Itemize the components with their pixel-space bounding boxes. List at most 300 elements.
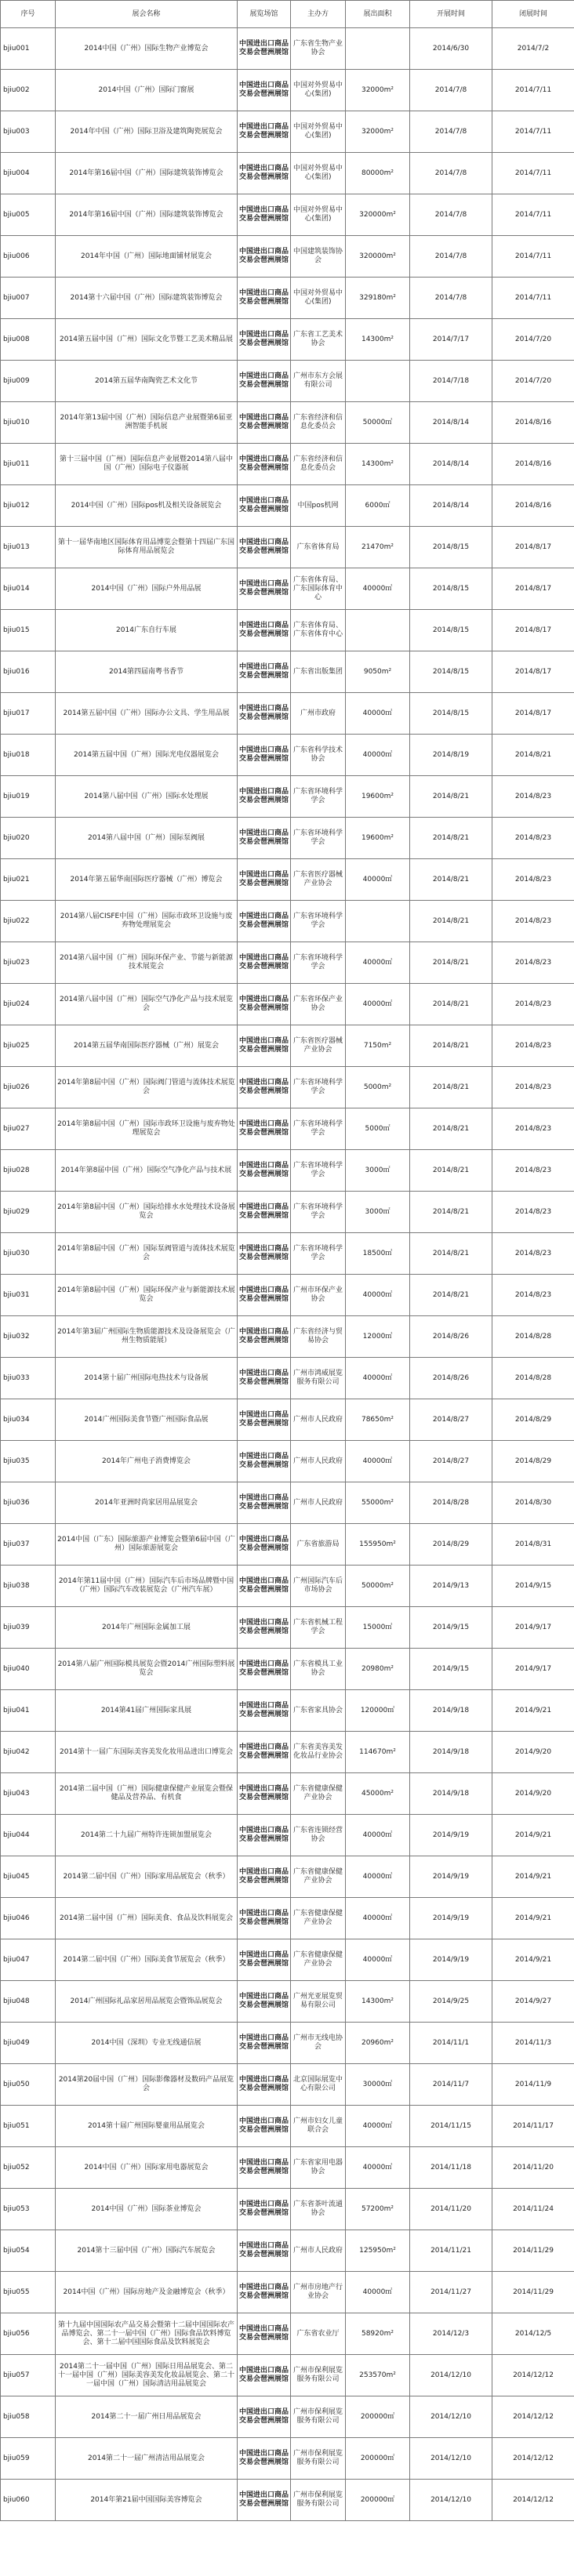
cell-name: 第十三届中国（广州）国际信息产业展暨2014第八届中国（广州）国际电子仪器展 bbox=[56, 444, 238, 485]
cell-start: 2014/9/19 bbox=[410, 1898, 492, 1939]
cell-id: bjiu051 bbox=[1, 2106, 56, 2147]
cell-venue: 中国进出口商品交易会琶洲展馆 bbox=[238, 901, 291, 942]
cell-venue: 中国进出口商品交易会琶洲展馆 bbox=[238, 1981, 291, 2023]
cell-organizer: 中国建筑装饰协会 bbox=[291, 236, 346, 278]
cell-venue: 中国进出口商品交易会琶洲展馆 bbox=[238, 2438, 291, 2480]
cell-id: bjiu011 bbox=[1, 444, 56, 485]
cell-end: 2014/8/17 bbox=[492, 693, 574, 735]
cell-end: 2014/8/23 bbox=[492, 1025, 574, 1067]
cell-area: 80000m² bbox=[346, 153, 410, 194]
cell-id: bjiu035 bbox=[1, 1441, 56, 1482]
cell-organizer: 广州市人民政府 bbox=[291, 1482, 346, 1524]
cell-venue: 中国进出口商品交易会琶洲展馆 bbox=[238, 1856, 291, 1898]
table-row bbox=[1, 942, 574, 984]
cell-id: bjiu022 bbox=[1, 901, 56, 942]
cell-start: 2014/9/18 bbox=[410, 1732, 492, 1773]
cell-name: 2014第十一届广东国际美容美发化妆用品进出口博览会 bbox=[56, 1732, 238, 1773]
cell-area: 18500㎡ bbox=[346, 1233, 410, 1275]
cell-id: bjiu007 bbox=[1, 278, 56, 319]
cell-area: 5000㎡ bbox=[346, 1108, 410, 1150]
cell-venue: 中国进出口商品交易会琶洲展馆 bbox=[238, 984, 291, 1025]
cell-name: 2014中国（广州）国际茶业博览会 bbox=[56, 2189, 238, 2230]
table-row bbox=[1, 1108, 574, 1150]
table-row bbox=[1, 1939, 574, 1981]
table-row bbox=[1, 1275, 574, 1316]
cell-end: 2014/9/21 bbox=[492, 1856, 574, 1898]
cell-venue: 中国进出口商品交易会琶洲展馆 bbox=[238, 1025, 291, 1067]
cell-name: 2014第四届南粤书香节 bbox=[56, 651, 238, 693]
cell-venue: 中国进出口商品交易会琶洲展馆 bbox=[238, 28, 291, 70]
table-row bbox=[1, 1566, 574, 1607]
cell-start: 2014/9/25 bbox=[410, 1981, 492, 2023]
cell-start: 2014/9/18 bbox=[410, 1773, 492, 1815]
header-venue: 展览场馆 bbox=[238, 1, 291, 28]
cell-end: 2014/8/29 bbox=[492, 1399, 574, 1441]
cell-area: 40000㎡ bbox=[346, 859, 410, 901]
cell-area: 45000m² bbox=[346, 1773, 410, 1815]
cell-organizer: 广东省体育局、广东省体育中心 bbox=[291, 610, 346, 651]
cell-start: 2014/11/18 bbox=[410, 2147, 492, 2189]
cell-end: 2014/8/29 bbox=[492, 1441, 574, 1482]
cell-start: 2014/8/21 bbox=[410, 901, 492, 942]
cell-venue: 中国进出口商品交易会琶洲展馆 bbox=[238, 942, 291, 984]
header-area: 展出面积 bbox=[346, 1, 410, 28]
cell-id: bjiu049 bbox=[1, 2023, 56, 2064]
table-row bbox=[1, 901, 574, 942]
cell-id: bjiu038 bbox=[1, 1566, 56, 1607]
cell-start: 2014/12/10 bbox=[410, 2480, 492, 2521]
cell-venue: 中国进出口商品交易会琶洲展馆 bbox=[238, 153, 291, 194]
cell-start: 2014/12/10 bbox=[410, 2396, 492, 2438]
cell-area: 40000㎡ bbox=[346, 942, 410, 984]
cell-end: 2014/8/28 bbox=[492, 1358, 574, 1399]
cell-id: bjiu014 bbox=[1, 568, 56, 610]
cell-area: 40000㎡ bbox=[346, 693, 410, 735]
cell-start: 2014/9/15 bbox=[410, 1649, 492, 1690]
cell-organizer: 广州市鸿威展览服务有限公司 bbox=[291, 1358, 346, 1399]
cell-id: bjiu046 bbox=[1, 1898, 56, 1939]
cell-area: 40000㎡ bbox=[346, 2147, 410, 2189]
cell-name: 2014中国（广州）国际门窗展 bbox=[56, 70, 238, 111]
cell-name: 2014第五届华南国际医疗器械（广州）展览会 bbox=[56, 1025, 238, 1067]
cell-area: 32000m² bbox=[346, 111, 410, 153]
cell-end: 2014/11/17 bbox=[492, 2106, 574, 2147]
table-row bbox=[1, 2106, 574, 2147]
cell-start: 2014/11/15 bbox=[410, 2106, 492, 2147]
cell-name: 2014年第16届中国（广州）国际建筑装饰博览会 bbox=[56, 194, 238, 236]
cell-id: bjiu034 bbox=[1, 1399, 56, 1441]
cell-name: 2014第五届中国（广州）国际光电仪器展览会 bbox=[56, 735, 238, 776]
cell-area: 200000㎡ bbox=[346, 2480, 410, 2521]
cell-name: 2014第十三届中国（广州）国际汽车展览会 bbox=[56, 2230, 238, 2272]
cell-end: 2014/12/12 bbox=[492, 2355, 574, 2396]
cell-area: 19600m² bbox=[346, 776, 410, 818]
cell-area: 125950m² bbox=[346, 2230, 410, 2272]
cell-name: 2014第五届中国（广州）国际文化节暨工艺美术精品展 bbox=[56, 319, 238, 361]
table-row bbox=[1, 1856, 574, 1898]
cell-organizer: 广东省家用电器协会 bbox=[291, 2147, 346, 2189]
cell-start: 2014/8/21 bbox=[410, 1025, 492, 1067]
cell-start: 2014/11/21 bbox=[410, 2230, 492, 2272]
cell-venue: 中国进出口商品交易会琶洲展馆 bbox=[238, 1275, 291, 1316]
cell-venue: 中国进出口商品交易会琶洲展馆 bbox=[238, 1233, 291, 1275]
cell-venue: 中国进出口商品交易会琶洲展馆 bbox=[238, 2106, 291, 2147]
cell-venue: 中国进出口商品交易会琶洲展馆 bbox=[238, 1649, 291, 1690]
header-name: 展会名称 bbox=[56, 1, 238, 28]
cell-id: bjiu015 bbox=[1, 610, 56, 651]
cell-area: 40000㎡ bbox=[346, 1358, 410, 1399]
cell-start: 2014/7/8 bbox=[410, 111, 492, 153]
table-row bbox=[1, 278, 574, 319]
cell-id: bjiu047 bbox=[1, 1939, 56, 1981]
cell-organizer: 广东省环境科学学会 bbox=[291, 901, 346, 942]
cell-start: 2014/9/18 bbox=[410, 1690, 492, 1732]
cell-venue: 中国进出口商品交易会琶洲展馆 bbox=[238, 735, 291, 776]
cell-area: 14300m² bbox=[346, 319, 410, 361]
cell-name: 2014第八届广州国际模具展览会暨2014广州国际塑料展览会 bbox=[56, 1649, 238, 1690]
cell-start: 2014/7/8 bbox=[410, 70, 492, 111]
cell-name: 2014年第11届中国（广州）国际汽车后市场品牌暨中国（广州）国际汽车改装展览会（广州汽车展） bbox=[56, 1566, 238, 1607]
cell-id: bjiu023 bbox=[1, 942, 56, 984]
cell-name: 2014中国（广州）国际家用电器展览会 bbox=[56, 2147, 238, 2189]
cell-id: bjiu039 bbox=[1, 1607, 56, 1649]
cell-name: 2014中国（广州）国际户外用品展 bbox=[56, 568, 238, 610]
cell-start: 2014/8/21 bbox=[410, 818, 492, 859]
cell-organizer: 中国对外贸易中心(集团) bbox=[291, 153, 346, 194]
cell-venue: 中国进出口商品交易会琶洲展馆 bbox=[238, 693, 291, 735]
cell-id: bjiu020 bbox=[1, 818, 56, 859]
cell-area: 9050m² bbox=[346, 651, 410, 693]
cell-end: 2014/8/23 bbox=[492, 942, 574, 984]
cell-start: 2014/7/8 bbox=[410, 236, 492, 278]
cell-end: 2014/8/30 bbox=[492, 1482, 574, 1524]
cell-end: 2014/8/16 bbox=[492, 402, 574, 444]
cell-area bbox=[346, 610, 410, 651]
table-row bbox=[1, 1025, 574, 1067]
header-id: 序号 bbox=[1, 1, 56, 28]
cell-organizer: 广东省美容美发化妆品行业协会 bbox=[291, 1732, 346, 1773]
cell-area: 3000㎡ bbox=[346, 1150, 410, 1192]
cell-id: bjiu006 bbox=[1, 236, 56, 278]
cell-end: 2014/9/20 bbox=[492, 1732, 574, 1773]
table-row bbox=[1, 236, 574, 278]
cell-id: bjiu043 bbox=[1, 1773, 56, 1815]
header-row bbox=[1, 1, 574, 28]
cell-venue: 中国进出口商品交易会琶洲展馆 bbox=[238, 2064, 291, 2106]
cell-organizer: 北京国际展览中心有限公司 bbox=[291, 2064, 346, 2106]
cell-end: 2014/9/15 bbox=[492, 1566, 574, 1607]
cell-start: 2014/8/21 bbox=[410, 942, 492, 984]
cell-end: 2014/9/27 bbox=[492, 1981, 574, 2023]
table-row bbox=[1, 1815, 574, 1856]
cell-start: 2014/11/7 bbox=[410, 2064, 492, 2106]
cell-start: 2014/8/21 bbox=[410, 1192, 492, 1233]
cell-area: 50000m² bbox=[346, 1566, 410, 1607]
cell-organizer: 广东省经济和信息化委员会 bbox=[291, 444, 346, 485]
table-row bbox=[1, 651, 574, 693]
table-row bbox=[1, 1482, 574, 1524]
cell-organizer: 中国对外贸易中心(集团) bbox=[291, 111, 346, 153]
cell-start: 2014/8/21 bbox=[410, 859, 492, 901]
cell-area: 40000㎡ bbox=[346, 2272, 410, 2313]
cell-name: 2014年第13届中国（广州）国际信息产业展暨第6届亚洲智能手机展 bbox=[56, 402, 238, 444]
table-row bbox=[1, 28, 574, 70]
cell-area: 40000㎡ bbox=[346, 1856, 410, 1898]
cell-name: 2014第二十一届广州日用品展览会 bbox=[56, 2396, 238, 2438]
cell-name: 2014第41届广州国际家具展 bbox=[56, 1690, 238, 1732]
cell-end: 2014/7/11 bbox=[492, 278, 574, 319]
cell-organizer: 广东省环境科学学会 bbox=[291, 776, 346, 818]
cell-name: 2014年中国（广州）国际卫浴及建筑陶瓷展览会 bbox=[56, 111, 238, 153]
cell-id: bjiu021 bbox=[1, 859, 56, 901]
cell-id: bjiu055 bbox=[1, 2272, 56, 2313]
cell-end: 2014/9/21 bbox=[492, 1815, 574, 1856]
cell-area: 40000㎡ bbox=[346, 735, 410, 776]
cell-start: 2014/7/18 bbox=[410, 361, 492, 402]
cell-end: 2014/8/23 bbox=[492, 901, 574, 942]
cell-organizer: 广东省健康保健产业协会 bbox=[291, 1856, 346, 1898]
table-row bbox=[1, 610, 574, 651]
cell-venue: 中国进出口商品交易会琶洲展馆 bbox=[238, 1732, 291, 1773]
cell-area: 30000㎡ bbox=[346, 2064, 410, 2106]
table-row bbox=[1, 2272, 574, 2313]
cell-end: 2014/11/20 bbox=[492, 2147, 574, 2189]
cell-end: 2014/9/21 bbox=[492, 1939, 574, 1981]
cell-venue: 中国进出口商品交易会琶洲展馆 bbox=[238, 1898, 291, 1939]
cell-organizer: 广州市保利展览服务有限公司 bbox=[291, 2480, 346, 2521]
table-row bbox=[1, 1690, 574, 1732]
cell-end: 2014/8/28 bbox=[492, 1316, 574, 1358]
cell-name: 2014年亚洲时尚家居用品展览会 bbox=[56, 1482, 238, 1524]
table-row bbox=[1, 111, 574, 153]
cell-name: 2014第十届广州国际电热技术与设备展 bbox=[56, 1358, 238, 1399]
cell-id: bjiu048 bbox=[1, 1981, 56, 2023]
cell-venue: 中国进出口商品交易会琶洲展馆 bbox=[238, 1067, 291, 1108]
cell-venue: 中国进出口商品交易会琶洲展馆 bbox=[238, 2396, 291, 2438]
cell-area: 329180m² bbox=[346, 278, 410, 319]
cell-organizer: 广东省经济和信息化委员会 bbox=[291, 402, 346, 444]
cell-name: 2014中国（广州）国际房地产及金融博览会（秋季） bbox=[56, 2272, 238, 2313]
cell-start: 2014/8/21 bbox=[410, 984, 492, 1025]
cell-start: 2014/12/10 bbox=[410, 2355, 492, 2396]
cell-id: bjiu054 bbox=[1, 2230, 56, 2272]
cell-organizer: 广州光亚展览贸易有限公司 bbox=[291, 1981, 346, 2023]
cell-end: 2014/7/11 bbox=[492, 111, 574, 153]
cell-area bbox=[346, 901, 410, 942]
cell-venue: 中国进出口商品交易会琶洲展馆 bbox=[238, 2023, 291, 2064]
cell-area: 120000㎡ bbox=[346, 1690, 410, 1732]
cell-area: 57200m² bbox=[346, 2189, 410, 2230]
cell-end: 2014/12/12 bbox=[492, 2396, 574, 2438]
cell-id: bjiu053 bbox=[1, 2189, 56, 2230]
cell-start: 2014/9/15 bbox=[410, 1607, 492, 1649]
cell-name: 2014第二十一届广州清洁用品展览会 bbox=[56, 2438, 238, 2480]
cell-start: 2014/8/15 bbox=[410, 568, 492, 610]
table-row bbox=[1, 1649, 574, 1690]
cell-end: 2014/8/16 bbox=[492, 444, 574, 485]
cell-start: 2014/7/17 bbox=[410, 319, 492, 361]
table-row bbox=[1, 735, 574, 776]
header-organizer: 主办方 bbox=[291, 1, 346, 28]
table-row bbox=[1, 1316, 574, 1358]
cell-id: bjiu044 bbox=[1, 1815, 56, 1856]
cell-venue: 中国进出口商品交易会琶洲展馆 bbox=[238, 610, 291, 651]
cell-start: 2014/8/28 bbox=[410, 1482, 492, 1524]
cell-venue: 中国进出口商品交易会琶洲展馆 bbox=[238, 1524, 291, 1566]
cell-id: bjiu056 bbox=[1, 2313, 56, 2355]
cell-organizer: 广东省经济与贸易协会 bbox=[291, 1316, 346, 1358]
cell-end: 2014/7/11 bbox=[492, 153, 574, 194]
cell-venue: 中国进出口商品交易会琶洲展馆 bbox=[238, 1690, 291, 1732]
cell-end: 2014/7/2 bbox=[492, 28, 574, 70]
cell-end: 2014/11/29 bbox=[492, 2272, 574, 2313]
cell-end: 2014/8/23 bbox=[492, 1192, 574, 1233]
cell-area: 40000㎡ bbox=[346, 1898, 410, 1939]
table-row bbox=[1, 2230, 574, 2272]
table-row bbox=[1, 153, 574, 194]
cell-venue: 中国进出口商品交易会琶洲展馆 bbox=[238, 1150, 291, 1192]
table-row bbox=[1, 2313, 574, 2355]
cell-name: 2014第二届中国（广州）国际美食、食品及饮料展览会 bbox=[56, 1898, 238, 1939]
cell-venue: 中国进出口商品交易会琶洲展馆 bbox=[238, 818, 291, 859]
cell-id: bjiu037 bbox=[1, 1524, 56, 1566]
cell-venue: 中国进出口商品交易会琶洲展馆 bbox=[238, 1316, 291, 1358]
cell-venue: 中国进出口商品交易会琶洲展馆 bbox=[238, 278, 291, 319]
cell-id: bjiu008 bbox=[1, 319, 56, 361]
cell-venue: 中国进出口商品交易会琶洲展馆 bbox=[238, 319, 291, 361]
cell-id: bjiu026 bbox=[1, 1067, 56, 1108]
cell-start: 2014/8/21 bbox=[410, 1150, 492, 1192]
cell-venue: 中国进出口商品交易会琶洲展馆 bbox=[238, 1939, 291, 1981]
cell-organizer: 广东省医疗器械产业协会 bbox=[291, 1025, 346, 1067]
cell-organizer: 广东省连锁经营协会 bbox=[291, 1815, 346, 1856]
cell-start: 2014/8/21 bbox=[410, 1233, 492, 1275]
cell-start: 2014/8/19 bbox=[410, 735, 492, 776]
cell-end: 2014/8/21 bbox=[492, 735, 574, 776]
cell-name: 2014第八届中国（广州）国际水处理展 bbox=[56, 776, 238, 818]
cell-id: bjiu010 bbox=[1, 402, 56, 444]
cell-organizer: 广东省健康保健产业协会 bbox=[291, 1898, 346, 1939]
cell-end: 2014/11/29 bbox=[492, 2230, 574, 2272]
cell-start: 2014/8/14 bbox=[410, 402, 492, 444]
cell-end: 2014/9/21 bbox=[492, 1898, 574, 1939]
cell-end: 2014/8/17 bbox=[492, 527, 574, 568]
cell-end: 2014/12/12 bbox=[492, 2438, 574, 2480]
table-row bbox=[1, 1150, 574, 1192]
cell-name: 2014第二届中国（广州）国际健康保健产业展览会暨保健品及营养品、有机食 bbox=[56, 1773, 238, 1815]
cell-area: 5000m² bbox=[346, 1067, 410, 1108]
cell-venue: 中国进出口商品交易会琶洲展馆 bbox=[238, 236, 291, 278]
cell-name: 2014年第16届中国（广州）国际建筑装饰博览会 bbox=[56, 153, 238, 194]
cell-organizer: 广州市人民政府 bbox=[291, 1399, 346, 1441]
table-row bbox=[1, 1399, 574, 1441]
cell-name: 2014中国（广东）国际旅游产业博览会暨第6届中国（广州）国际旅游展览会 bbox=[56, 1524, 238, 1566]
cell-end: 2014/8/23 bbox=[492, 859, 574, 901]
cell-end: 2014/8/23 bbox=[492, 1150, 574, 1192]
cell-venue: 中国进出口商品交易会琶洲展馆 bbox=[238, 194, 291, 236]
cell-end: 2014/7/20 bbox=[492, 361, 574, 402]
cell-venue: 中国进出口商品交易会琶洲展馆 bbox=[238, 2313, 291, 2355]
cell-venue: 中国进出口商品交易会琶洲展馆 bbox=[238, 1607, 291, 1649]
cell-venue: 中国进出口商品交易会琶洲展馆 bbox=[238, 1482, 291, 1524]
cell-id: bjiu002 bbox=[1, 70, 56, 111]
cell-id: bjiu001 bbox=[1, 28, 56, 70]
cell-start: 2014/8/21 bbox=[410, 1108, 492, 1150]
cell-venue: 中国进出口商品交易会琶洲展馆 bbox=[238, 1441, 291, 1482]
table-row bbox=[1, 693, 574, 735]
cell-organizer: 广东省环境科学学会 bbox=[291, 1233, 346, 1275]
cell-start: 2014/8/15 bbox=[410, 693, 492, 735]
table-row bbox=[1, 2064, 574, 2106]
cell-id: bjiu040 bbox=[1, 1649, 56, 1690]
cell-area: 55000m² bbox=[346, 1482, 410, 1524]
table-row bbox=[1, 402, 574, 444]
cell-area: 40000㎡ bbox=[346, 984, 410, 1025]
cell-name: 2014中国（广州）国际pos机及相关设备展览会 bbox=[56, 485, 238, 527]
cell-end: 2014/8/23 bbox=[492, 776, 574, 818]
cell-area: 3000㎡ bbox=[346, 1192, 410, 1233]
cell-organizer: 广东省科学技术协会 bbox=[291, 735, 346, 776]
table-row bbox=[1, 776, 574, 818]
cell-id: bjiu030 bbox=[1, 1233, 56, 1275]
cell-organizer: 广东省工艺美术协会 bbox=[291, 319, 346, 361]
table-row bbox=[1, 444, 574, 485]
cell-id: bjiu057 bbox=[1, 2355, 56, 2396]
cell-area: 40000㎡ bbox=[346, 568, 410, 610]
table-row bbox=[1, 568, 574, 610]
cell-organizer: 广东省健康保健产业协会 bbox=[291, 1773, 346, 1815]
table-row bbox=[1, 319, 574, 361]
cell-venue: 中国进出口商品交易会琶洲展馆 bbox=[238, 568, 291, 610]
table-row bbox=[1, 2147, 574, 2189]
cell-organizer: 广州市妇女儿童联合会 bbox=[291, 2106, 346, 2147]
cell-id: bjiu003 bbox=[1, 111, 56, 153]
cell-area: 114670m² bbox=[346, 1732, 410, 1773]
table-row bbox=[1, 984, 574, 1025]
cell-start: 2014/8/14 bbox=[410, 444, 492, 485]
cell-venue: 中国进出口商品交易会琶洲展馆 bbox=[238, 2272, 291, 2313]
cell-start: 2014/9/19 bbox=[410, 1815, 492, 1856]
cell-organizer: 广东省旅游局 bbox=[291, 1524, 346, 1566]
cell-area: 78650m² bbox=[346, 1399, 410, 1441]
cell-area bbox=[346, 28, 410, 70]
table-row bbox=[1, 1732, 574, 1773]
cell-name: 2014中国（广州）国际生物产业博览会 bbox=[56, 28, 238, 70]
cell-id: bjiu004 bbox=[1, 153, 56, 194]
cell-name: 2014第十届广州国际婴童用品展览会 bbox=[56, 2106, 238, 2147]
cell-name: 第十九届中国国际农产品交易会暨第十二届中国国际农产品博览会、第二十一届中国（广州）国际食品饮料博览会、第十二届中国国际食品及饮料展览会 bbox=[56, 2313, 238, 2355]
cell-name: 2014广州国际美食节暨广州国际食品展 bbox=[56, 1399, 238, 1441]
cell-name: 第十一届华南地区国际体育用品博览会暨第十四届广东国际体育用品展览会 bbox=[56, 527, 238, 568]
cell-organizer: 广州市无线电协会 bbox=[291, 2023, 346, 2064]
cell-end: 2014/8/23 bbox=[492, 1233, 574, 1275]
cell-area: 40000㎡ bbox=[346, 2106, 410, 2147]
cell-id: bjiu017 bbox=[1, 693, 56, 735]
cell-venue: 中国进出口商品交易会琶洲展馆 bbox=[238, 1192, 291, 1233]
cell-id: bjiu012 bbox=[1, 485, 56, 527]
table-row bbox=[1, 1358, 574, 1399]
cell-end: 2014/8/17 bbox=[492, 651, 574, 693]
cell-venue: 中国进出口商品交易会琶洲展馆 bbox=[238, 70, 291, 111]
cell-area: 40000㎡ bbox=[346, 1441, 410, 1482]
table-row bbox=[1, 1067, 574, 1108]
cell-name: 2014第20届中国（广州）国际影像器材及数码产品展览会 bbox=[56, 2064, 238, 2106]
cell-id: bjiu018 bbox=[1, 735, 56, 776]
cell-name: 2014第二届中国（广州）国际美食节展览会（秋季） bbox=[56, 1939, 238, 1981]
cell-name: 2014年第8届中国（广州）国际环保产业与新能源技术展览会 bbox=[56, 1275, 238, 1316]
cell-venue: 中国进出口商品交易会琶洲展馆 bbox=[238, 2147, 291, 2189]
cell-organizer: 广州国际汽车后市场协会 bbox=[291, 1566, 346, 1607]
